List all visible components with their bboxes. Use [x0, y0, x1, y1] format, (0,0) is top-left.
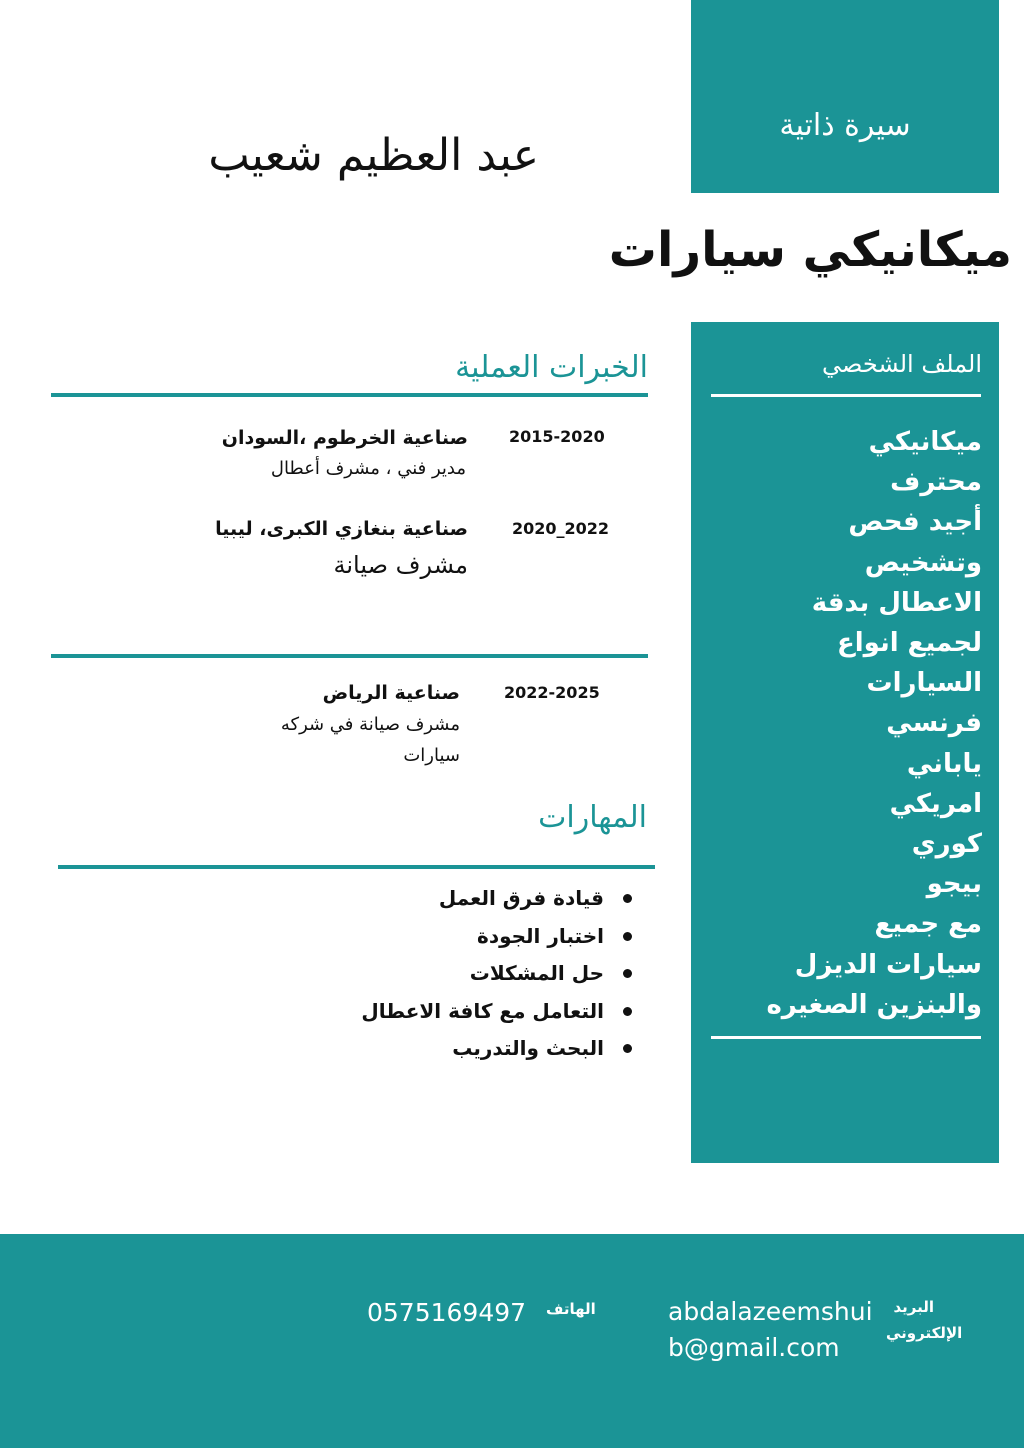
profile-line: لجميع انواع: [836, 628, 982, 659]
bullet-icon: [623, 969, 632, 978]
skill-label: اختبار الجودة: [477, 923, 604, 948]
phone-label: الهاتف: [546, 1300, 596, 1318]
profile-line: أجيد فحص: [848, 507, 982, 538]
experience-date: 2020_2022: [512, 519, 610, 538]
cv-label: سيرة ذاتية: [779, 108, 911, 143]
list-item: [44, 1030, 604, 1068]
profile-line: محترف: [890, 467, 982, 498]
profile-sidebar: [691, 322, 999, 1163]
list-item: [44, 993, 604, 1031]
experience-divider: [51, 393, 648, 397]
profile-line: مع جميع: [874, 909, 982, 940]
skill-label: قيادة فرق العمل: [438, 886, 604, 910]
profile-line: فرنسي: [886, 708, 982, 739]
list-item: [44, 955, 604, 993]
profile-top-divider: [711, 394, 981, 397]
list-item: [44, 880, 604, 918]
profile-text: [712, 422, 982, 1025]
experience-company: صناعية بنغازي الكبرى، ليبيا: [215, 518, 468, 540]
profile-line: الاعطال بدقة: [811, 587, 982, 618]
profile-line: سيارات الديزل: [794, 949, 982, 980]
experience-date: 2022-2025: [504, 683, 600, 702]
skills-list: [44, 880, 604, 1068]
experience-role: مدير فني ، مشرف أعطال: [270, 458, 466, 479]
experience-role: مشرف صيانة في شركه: [280, 714, 460, 735]
profile-line: ميكانيكي: [868, 427, 982, 457]
list-item: [44, 918, 604, 956]
contact-footer: [0, 1234, 1024, 1448]
profile-line: والبنزين الصغيره: [766, 989, 982, 1020]
experience-role: مشرف صيانة: [333, 551, 468, 579]
person-name: عبد العظيم شعيب: [208, 130, 539, 181]
profile-line: السيارات: [866, 668, 982, 699]
skills-heading: المهارات: [538, 800, 647, 835]
skill-label: حل المشكلات: [469, 961, 604, 985]
bullet-icon: [623, 932, 632, 941]
profile-line: بيجو: [926, 869, 982, 900]
experience-date: 2015-2020: [509, 427, 605, 446]
experience-company: صناعية الرياض: [322, 682, 460, 704]
job-title: ميكانيكي سيارات: [608, 222, 1012, 278]
skills-divider: [58, 865, 655, 869]
experience-divider-2: [51, 654, 648, 658]
email-label-line-2: الإلكتروني: [886, 1324, 963, 1342]
email-line-2: b@gmail.com: [668, 1333, 840, 1362]
cv-header-box: [691, 0, 999, 193]
skill-label: البحث والتدريب: [452, 1036, 604, 1060]
bullet-icon: [623, 1007, 632, 1016]
phone-number: 0575169497: [367, 1298, 527, 1327]
skill-label: التعامل مع كافة الاعطال: [361, 998, 604, 1023]
experience-role: سيارات: [403, 745, 460, 766]
profile-line: امريكي: [889, 788, 982, 819]
profile-heading: الملف الشخصي: [822, 350, 982, 378]
profile-line: وتشخيص: [864, 547, 982, 578]
bullet-icon: [623, 894, 632, 903]
profile-bottom-divider: [711, 1036, 981, 1039]
email-label-line-1: البريد: [893, 1298, 934, 1316]
experience-company: صناعية الخرطوم ،السودان: [221, 427, 468, 449]
profile-line: كوري: [911, 829, 982, 860]
email-line-1: abdalazeemshui: [668, 1297, 873, 1326]
profile-line: ياباني: [906, 748, 982, 779]
bullet-icon: [623, 1044, 632, 1053]
experience-heading: الخبرات العملية: [455, 350, 648, 385]
